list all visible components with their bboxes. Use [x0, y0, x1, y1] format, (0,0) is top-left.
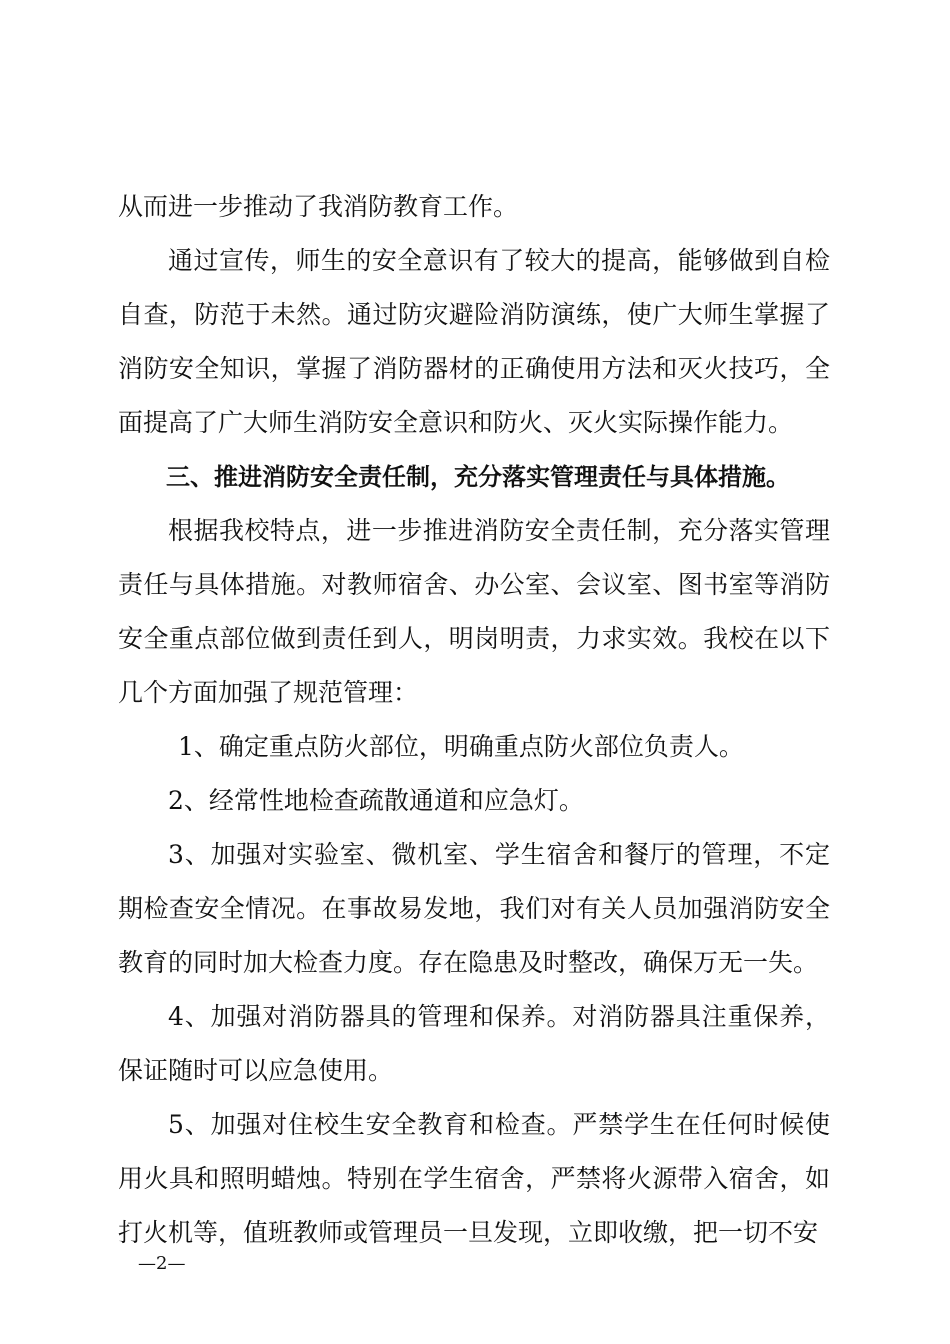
list-item-5: 5、加强对住校生安全教育和检查。严禁学生在任何时候使用火具和照明蜡烛。特别在学生宿舍，严禁将火源带入宿舍，如打火机等，值班教师或管理员一旦发现，立即收缴，把一切不安	[118, 1110, 830, 1247]
paragraph-publicity-result: 通过宣传，师生的安全意识有了较大的提高，能够做到自检自查，防范于未然。通过防灾避险消防演练，使广大师生掌握了消防安全知识，掌握了消防器材的正确使用方法和灭火技巧，全面提高了广大师生消防安全意识和防火、灭火实际操作能力。	[118, 246, 830, 437]
list-item-2: 2、经常性地检查疏散通道和应急灯。	[168, 786, 584, 815]
section-heading-three: 三、推进消防安全责任制，充分落实管理责任与具体措施。	[166, 463, 790, 491]
document-body	[118, 180, 830, 1260]
paragraph-continuation: 从而进一步推动了我消防教育工作。	[118, 192, 519, 221]
list-item-4: 4、加强对消防器具的管理和保养。对消防器具注重保养，保证随时可以应急使用。	[118, 1002, 830, 1085]
list-item-3: 3、加强对实验室、微机室、学生宿舍和餐厅的管理，不定期检查安全情况。在事故易发地，我们对有关人员加强消防安全教育的同时加大检查力度。存在隐患及时整改，确保万无一失。	[118, 840, 830, 977]
paragraph-responsibility: 根据我校特点，进一步推进消防安全责任制，充分落实管理责任与具体措施。对教师宿舍、办公室、会议室、图书室等消防安全重点部位做到责任到人，明岗明责，力求实效。我校在以下几个方面加强了规范管理：	[118, 516, 830, 707]
list-item-1: 1、确定重点防火部位，明确重点防火部位负责人。	[178, 732, 744, 761]
page-number: —2—	[138, 1253, 186, 1274]
